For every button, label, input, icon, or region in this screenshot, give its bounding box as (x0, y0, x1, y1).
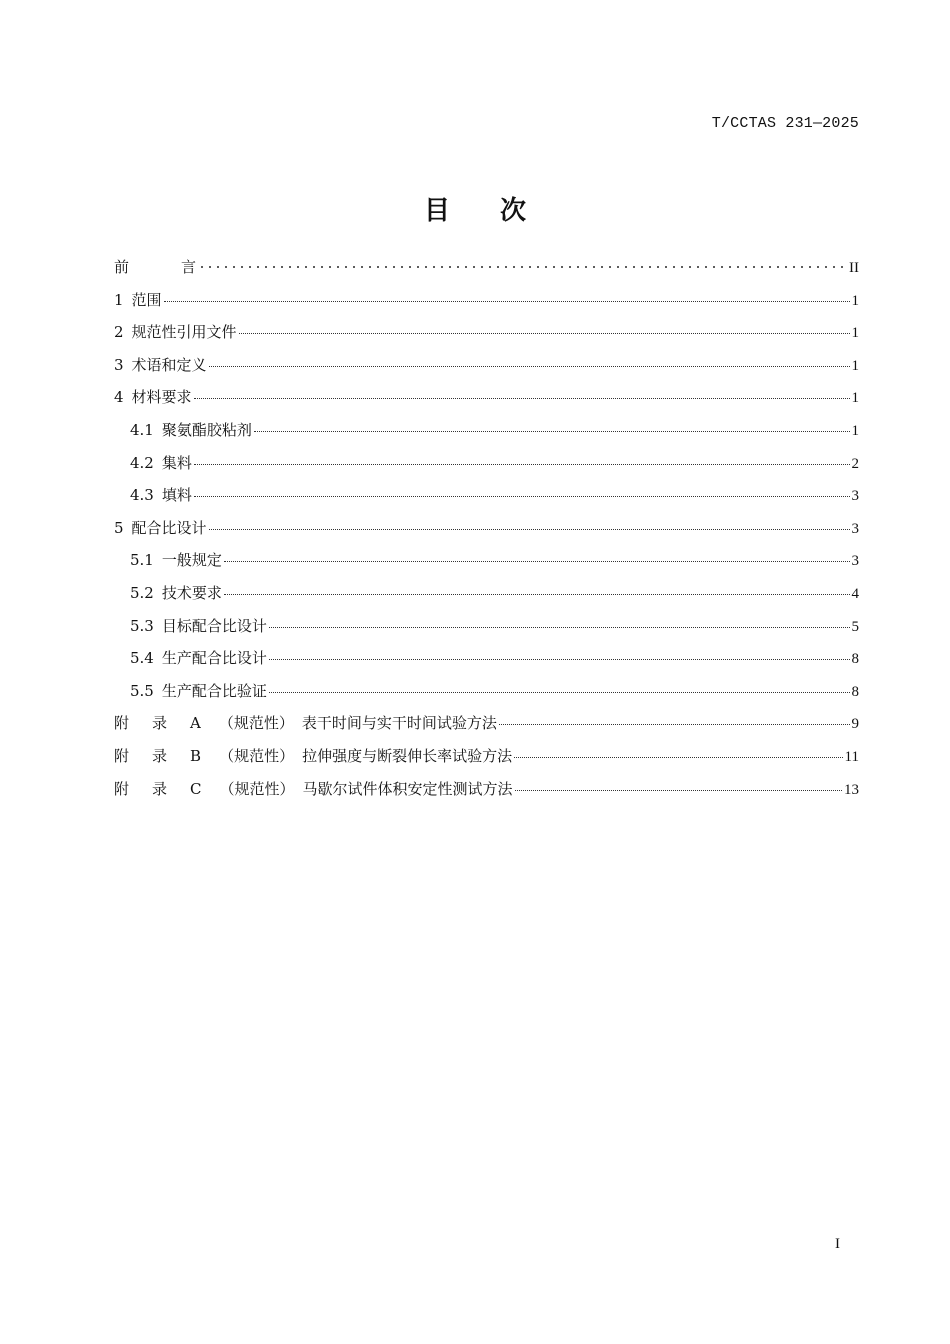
toc-page-number: II (849, 260, 859, 276)
toc-entry-normative-references[interactable] (114, 316, 859, 349)
toc-label: 集料 (161, 453, 192, 472)
toc-entry-5-4[interactable] (114, 642, 859, 675)
toc-leader-dots (164, 286, 850, 302)
title-char-2: 次 (500, 196, 527, 226)
toc-page-number: 1 (851, 390, 859, 407)
toc-label: 技术要求 (161, 583, 222, 602)
appendix-prefix-token: C (190, 779, 202, 798)
toc-label: 马歇尔试件体积安定性测试方法 (302, 779, 513, 798)
toc-number: 4.2 (130, 453, 154, 472)
toc-entry-terms[interactable] (114, 349, 859, 382)
toc-entry-5-2[interactable] (114, 577, 859, 610)
toc-entry-materials[interactable] (114, 381, 859, 414)
toc-page-number: 11 (844, 748, 859, 765)
toc-number: 4.3 (130, 486, 154, 505)
toc-leader-dots (198, 254, 847, 269)
appendix-prefix (114, 780, 202, 798)
toc-leader-dots (194, 383, 850, 399)
toc-entry-appendix-c[interactable] (114, 773, 859, 806)
toc-page-number: 2 (851, 455, 859, 472)
toc-label: 材料要求 (131, 388, 192, 407)
toc-page-number: 4 (851, 585, 859, 602)
toc-label: 生产配合比设计 (161, 649, 267, 668)
toc-number: 5.4 (130, 649, 154, 668)
appendix-prefix-token: A (190, 714, 201, 733)
toc-number: 2 (114, 323, 124, 342)
toc-leader-dots (209, 514, 850, 530)
toc-page-number: 1 (851, 357, 859, 374)
appendix-type: （规范性） (219, 779, 295, 798)
appendix-prefix-token: 录 (152, 779, 168, 798)
toc-number: 3 (114, 355, 124, 374)
toc-leader-dots (239, 318, 850, 334)
toc-label-char: 言 (181, 258, 197, 276)
toc-leader-dots (254, 416, 850, 432)
toc-number: 4 (114, 388, 124, 407)
toc-entry-preface[interactable] (114, 251, 859, 284)
toc-entry-5-1[interactable] (114, 544, 859, 577)
toc-entry-appendix-b[interactable] (114, 740, 859, 773)
toc-leader-dots (194, 481, 850, 497)
toc-leader-dots (269, 644, 850, 660)
toc-label: 目标配合比设计 (161, 616, 267, 635)
toc-page-number: 8 (851, 651, 859, 668)
appendix-prefix (114, 714, 201, 732)
appendix-type: （规范性） (219, 746, 295, 765)
toc-number: 5.5 (130, 681, 154, 700)
toc-label: 聚氨酯胶粘剂 (161, 420, 252, 439)
toc-label: 生产配合比验证 (161, 681, 267, 700)
standard-code: T/CCTAS 231—2025 (711, 115, 859, 132)
appendix-prefix-token: 录 (152, 714, 168, 733)
toc-page-number: 9 (851, 716, 859, 733)
toc-number: 4.1 (130, 420, 154, 439)
toc-entry-appendix-a[interactable] (114, 707, 859, 740)
toc-page-number: 1 (851, 325, 859, 342)
toc-number: 5.2 (130, 583, 154, 602)
toc-leader-dots (224, 546, 850, 562)
toc-leader-dots (269, 612, 850, 628)
toc-label: 配合比设计 (131, 518, 207, 537)
toc-leader-dots (514, 742, 842, 758)
toc-number: 5 (114, 518, 124, 537)
toc-label: 表干时间与实干时间试验方法 (301, 714, 497, 733)
toc-label-char: 前 (114, 258, 130, 276)
toc-number: 5.1 (130, 551, 154, 570)
toc-number: 1 (114, 290, 124, 309)
toc-label: 拉伸强度与断裂伸长率试验方法 (302, 746, 513, 765)
toc-entry-4-1[interactable] (114, 414, 859, 447)
toc-label: 填料 (161, 486, 192, 505)
toc-entry-5-3[interactable] (114, 610, 859, 643)
toc-page-number: 3 (851, 520, 859, 537)
toc-page-number: 8 (851, 683, 859, 700)
page-number: I (835, 1236, 840, 1252)
toc-label: 术语和定义 (131, 355, 207, 374)
toc-leader-dots (515, 775, 842, 791)
toc-page-number: 13 (844, 781, 859, 798)
toc-page-number: 1 (851, 292, 859, 309)
toc-label: 规范性引用文件 (131, 323, 237, 342)
toc-leader-dots (269, 677, 850, 693)
appendix-prefix-token: 附 (114, 779, 130, 798)
toc-entry-scope[interactable] (114, 284, 859, 317)
toc-label: 范围 (131, 290, 162, 309)
toc-page-number: 1 (851, 422, 859, 439)
appendix-prefix-token: B (190, 746, 202, 765)
toc-leader-dots (209, 351, 850, 367)
appendix-prefix (114, 747, 201, 765)
toc-page-number: 3 (851, 488, 859, 505)
toc-page-number: 3 (851, 553, 859, 570)
page-title (0, 190, 950, 227)
appendix-prefix-token: 附 (114, 746, 130, 765)
toc-page-number: 5 (851, 618, 859, 635)
appendix-type: （规范性） (218, 714, 294, 733)
appendix-prefix-token: 录 (152, 746, 168, 765)
toc-number: 5.3 (130, 616, 154, 635)
title-char-1: 目 (423, 196, 450, 226)
toc-leader-dots (194, 449, 850, 465)
toc-leader-dots (499, 709, 850, 725)
appendix-prefix-token: 附 (114, 714, 130, 733)
toc-entry-4-2[interactable] (114, 447, 859, 480)
toc-label (114, 251, 196, 284)
toc-entry-5-5[interactable] (114, 675, 859, 708)
toc-label: 一般规定 (161, 551, 222, 570)
toc-entry-4-3[interactable] (114, 479, 859, 512)
toc-entry-mix-design[interactable] (114, 512, 859, 545)
table-of-contents (114, 251, 859, 805)
toc-leader-dots (224, 579, 850, 595)
